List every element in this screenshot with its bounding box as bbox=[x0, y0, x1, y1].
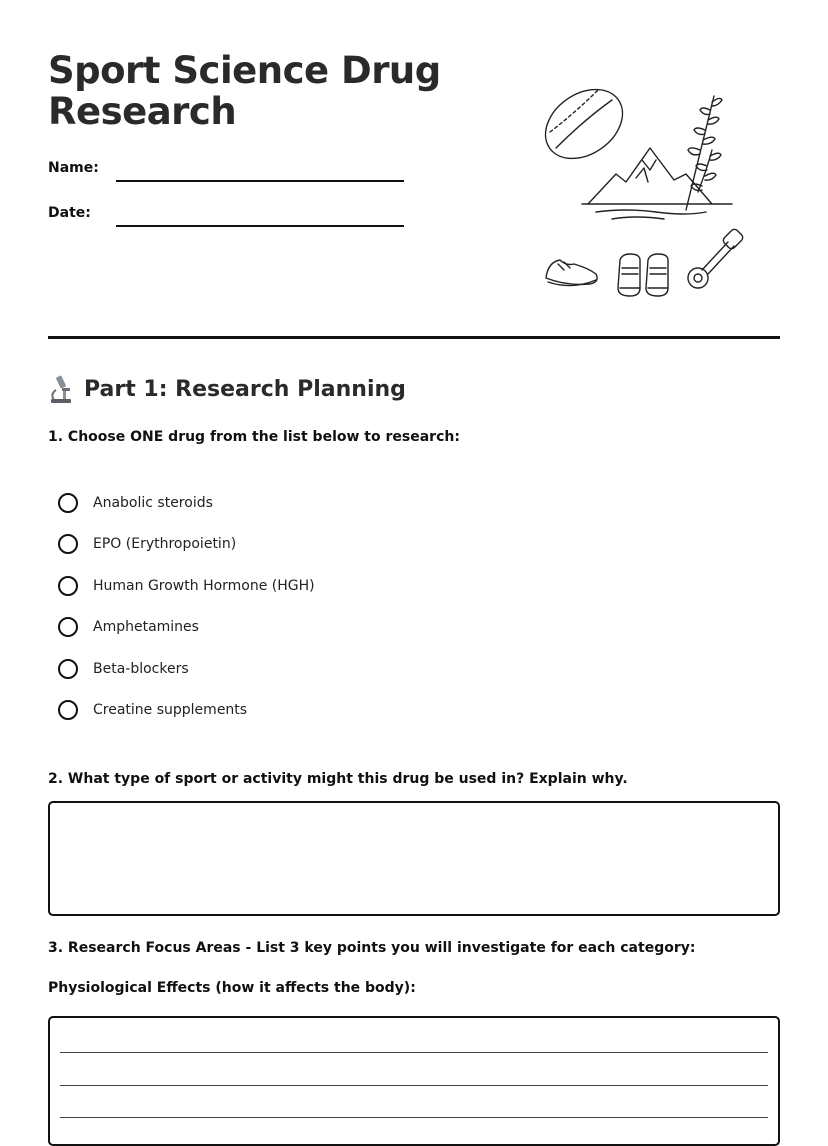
answer-line[interactable] bbox=[60, 1052, 768, 1053]
radio-button[interactable] bbox=[58, 576, 78, 596]
physiological-effects-box[interactable] bbox=[48, 1016, 780, 1146]
part1-heading bbox=[48, 372, 406, 406]
name-label: Name: bbox=[48, 160, 99, 176]
physiological-effects-label: Physiological Effects (how it affects the body): bbox=[48, 980, 416, 996]
worksheet-title: Sport Science Drug Research bbox=[48, 49, 441, 133]
date-field[interactable] bbox=[116, 225, 404, 227]
radio-button[interactable] bbox=[58, 534, 78, 554]
football-icon bbox=[536, 82, 636, 173]
drug-option[interactable] bbox=[58, 657, 189, 681]
drug-option[interactable] bbox=[58, 615, 199, 639]
sports-illustration bbox=[536, 82, 748, 304]
question-1: 1. Choose ONE drug from the list below to research: bbox=[48, 429, 460, 445]
radio-button[interactable] bbox=[58, 493, 78, 513]
question-2: 2. What type of sport or activity might this drug be used in? Explain why. bbox=[48, 771, 628, 787]
dumbbell-icon bbox=[688, 228, 744, 288]
drug-option[interactable] bbox=[58, 574, 315, 598]
option-label: Beta-blockers bbox=[93, 661, 189, 677]
sneakers-icon bbox=[546, 260, 597, 286]
question-2-answer-box[interactable] bbox=[48, 801, 780, 916]
answer-line[interactable] bbox=[60, 1085, 768, 1086]
option-label: Human Growth Hormone (HGH) bbox=[93, 578, 315, 594]
microscope-icon bbox=[48, 374, 74, 404]
date-label: Date: bbox=[48, 205, 91, 221]
radio-button[interactable] bbox=[58, 617, 78, 637]
radio-button[interactable] bbox=[58, 659, 78, 679]
section-divider bbox=[48, 336, 780, 339]
fern-icon bbox=[686, 96, 722, 210]
option-label: Amphetamines bbox=[93, 619, 199, 635]
option-label: Anabolic steroids bbox=[93, 495, 213, 511]
name-field[interactable] bbox=[116, 180, 404, 182]
drug-option[interactable] bbox=[58, 491, 213, 515]
question-3: 3. Research Focus Areas - List 3 key points you will investigate for each category: bbox=[48, 940, 696, 956]
drug-option[interactable] bbox=[58, 698, 247, 722]
boots-icon bbox=[618, 254, 668, 296]
option-label: Creatine supplements bbox=[93, 702, 248, 718]
radio-button[interactable] bbox=[58, 700, 78, 720]
option-label: EPO (Erythropoietin) bbox=[93, 536, 237, 552]
drug-option[interactable] bbox=[58, 532, 236, 556]
part1-heading-text: Part 1: Research Planning bbox=[84, 376, 406, 402]
